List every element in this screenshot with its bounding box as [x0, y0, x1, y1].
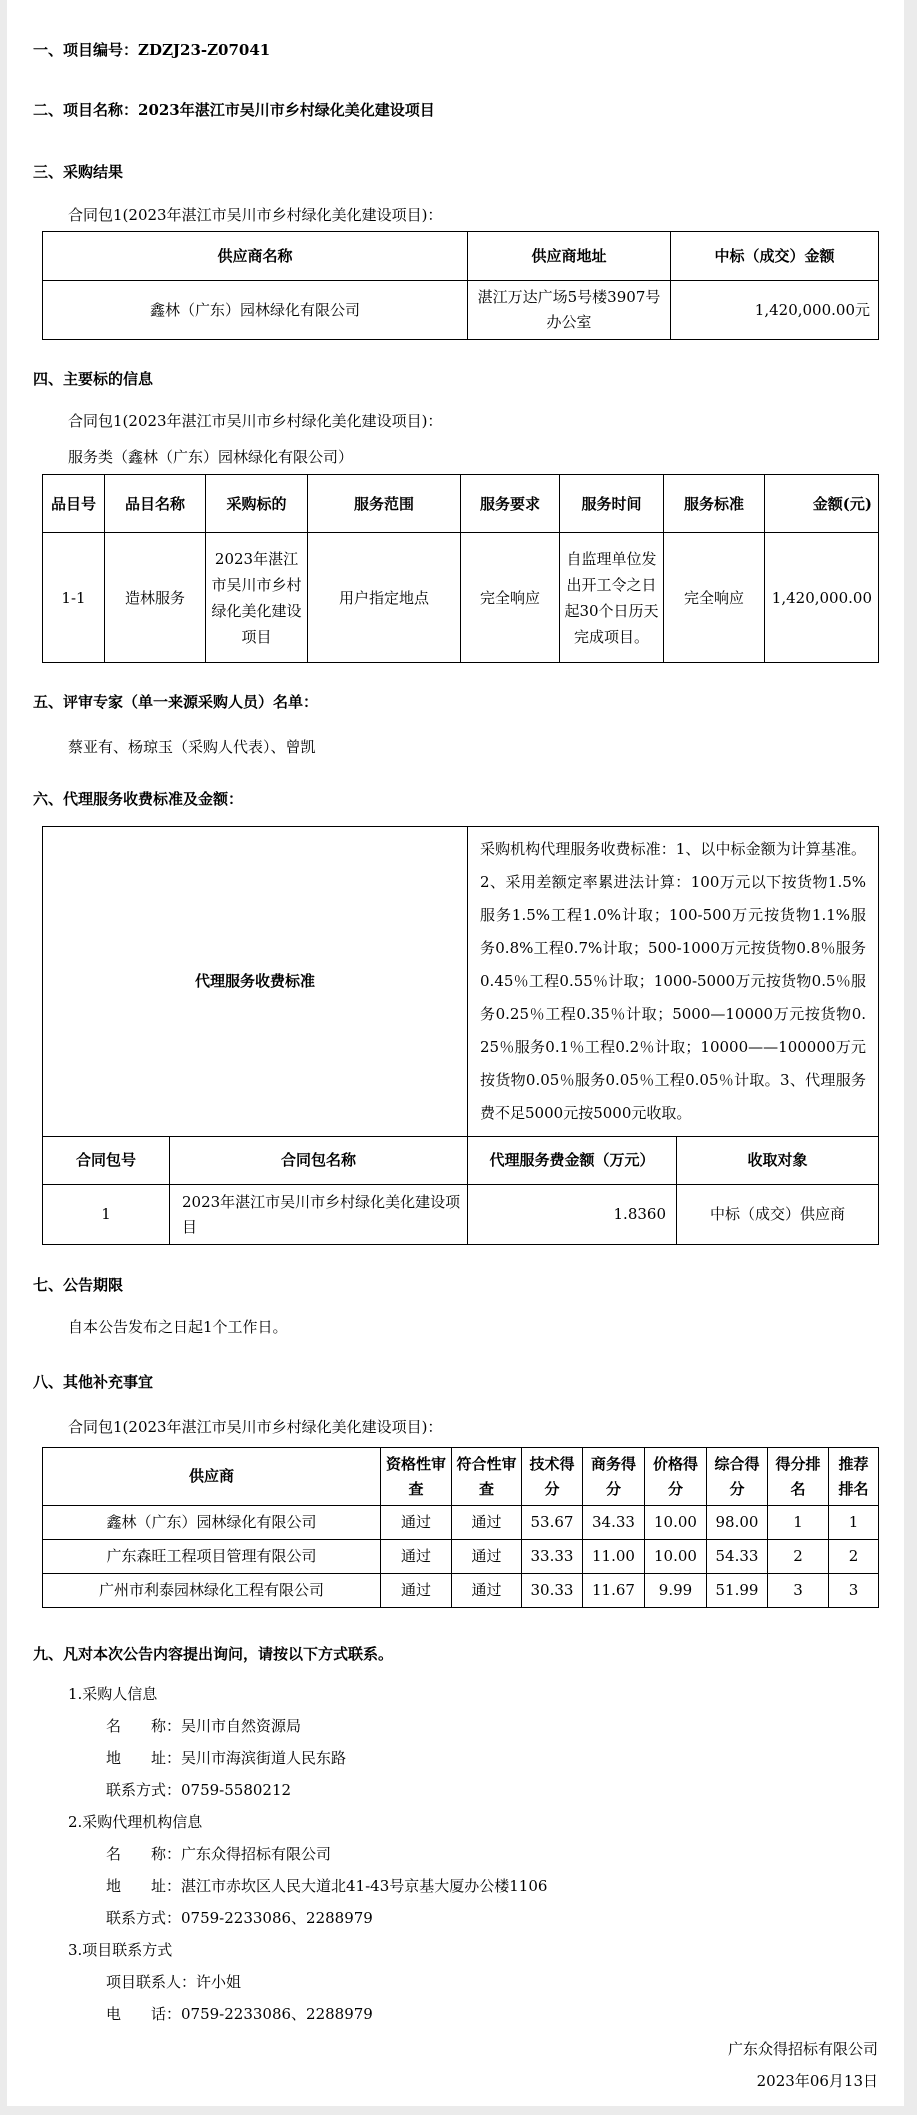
conformity-cell: 通过	[452, 1506, 522, 1540]
column-header-fee-amount: 代理服务费金额（万元）	[468, 1137, 677, 1185]
project-contact-phone: 电 话：0759-2233086、2288979	[106, 2005, 373, 2023]
agency-fee-table	[42, 826, 879, 1245]
section-heading-experts: 五、评审专家（单一来源采购人员）名单：	[33, 693, 319, 711]
column-header-qualification-review: 资格性审查	[381, 1448, 452, 1506]
qualification-cell: 通过	[381, 1540, 452, 1574]
price-score-cell: 10.00	[645, 1540, 707, 1574]
column-header-service-requirement: 服务要求	[461, 475, 560, 533]
table-row	[43, 1574, 879, 1608]
fee-amount-cell: 1.8360	[468, 1185, 677, 1245]
purchaser-address: 地 址：吴川市海滨街道人民东路	[106, 1749, 347, 1767]
price-score-cell: 10.00	[645, 1506, 707, 1540]
qualification-cell: 通过	[381, 1506, 452, 1540]
purchaser-info-title: 1.采购人信息	[68, 1685, 158, 1703]
total-score-cell: 51.99	[707, 1574, 768, 1608]
table-header-row	[43, 475, 879, 533]
business-score-cell: 34.33	[583, 1506, 645, 1540]
column-header-recommend-rank: 推荐排名	[829, 1448, 879, 1506]
column-header-service-scope: 服务范围	[308, 475, 461, 533]
column-header-procurement-subject: 采购标的	[206, 475, 308, 533]
column-header-fee-payer: 收取对象	[677, 1137, 879, 1185]
recommend-rank-cell: 3	[829, 1574, 879, 1608]
supplier-name-cell: 鑫林（广东）园林绿化有限公司	[43, 281, 468, 340]
section-heading-subject-info: 四、主要标的信息	[33, 370, 154, 388]
fee-standard-label-cell: 代理服务收费标准	[43, 827, 468, 1137]
section-heading-agency-fee: 六、代理服务收费标准及金额：	[33, 790, 244, 808]
fee-standard-row	[43, 827, 879, 1137]
service-category-intro: 服务类（鑫林（广东）园林绿化有限公司）	[68, 448, 354, 466]
service-scope-cell: 用户指定地点	[308, 533, 461, 663]
contract-package-intro: 合同包1(2023年湛江市吴川市乡村绿化美化建设项目)：	[68, 1418, 443, 1436]
award-amount-cell: 1,420,000.00元	[671, 281, 879, 340]
recommend-rank-cell: 2	[829, 1540, 879, 1574]
score-rank-cell: 2	[768, 1540, 829, 1574]
technical-score-cell: 33.33	[522, 1540, 583, 1574]
item-name-cell: 造林服务	[105, 533, 206, 663]
business-score-cell: 11.00	[583, 1540, 645, 1574]
service-requirement-cell: 完全响应	[461, 533, 560, 663]
contract-package-intro: 合同包1(2023年湛江市吴川市乡村绿化美化建设项目)：	[68, 412, 443, 430]
amount-cell: 1,420,000.00	[765, 533, 879, 663]
section-heading-contact: 九、凡对本次公告内容提出询问，请按以下方式联系。	[33, 1645, 394, 1663]
agency-address: 地 址：湛江市赤坎区人民大道北41-43号京基大厦办公楼1106	[106, 1877, 548, 1895]
technical-score-cell: 30.33	[522, 1574, 583, 1608]
conformity-cell: 通过	[452, 1574, 522, 1608]
column-header-total-score: 综合得分	[707, 1448, 768, 1506]
table-header-row	[43, 232, 879, 281]
column-header-supplier-name: 供应商名称	[43, 232, 468, 281]
total-score-cell: 54.33	[707, 1540, 768, 1574]
technical-score-cell: 53.67	[522, 1506, 583, 1540]
fee-payer-cell: 中标（成交）供应商	[677, 1185, 879, 1245]
supplier-score-table	[42, 1447, 879, 1608]
signature-date: 2023年06月13日	[756, 2072, 878, 2090]
supplier-cell: 广州市利泰园林绿化工程有限公司	[43, 1574, 381, 1608]
score-rank-cell: 3	[768, 1574, 829, 1608]
fee-standard-text-cell: 采购机构代理服务收费标准：1、以中标金额为计算基准。2、采用差额定率累进法计算：100万元以下按货物1.5%服务1.5%工程1.0%计取；100-500万元按货物1.1%服务0.8%工程0.7%计取；500-1000万元按货物0.8％服务0.45％工程0.55％计取；1000-5000万元按货物0.5％服务0.25％工程0.35％计取；5000—10000万元按货物0.25％服务0.1％工程0.2％计取；10000——100000万元按货物0.05％服务0.05％工程0.05％计取。3、代理服务费不足5000元按5000元收取。	[468, 827, 879, 1137]
column-header-package-name: 合同包名称	[170, 1137, 468, 1185]
conformity-cell: 通过	[452, 1540, 522, 1574]
section-heading-project-name: 二、项目名称：2023年湛江市吴川市乡村绿化美化建设项目	[33, 101, 435, 119]
column-header-supplier: 供应商	[43, 1448, 381, 1506]
table-row	[43, 1540, 879, 1574]
procurement-subject-cell: 2023年湛江市吴川市乡村绿化美化建设项目	[206, 533, 308, 663]
announcement-content	[7, 0, 904, 2115]
announcement-period-text: 自本公告发布之日起1个工作日。	[68, 1318, 288, 1336]
column-header-item-no: 品目号	[43, 475, 105, 533]
service-time-cell: 自监理单位发出开工令之日起30个日历天完成项目。	[560, 533, 664, 663]
contract-package-intro: 合同包1(2023年湛江市吴川市乡村绿化美化建设项目)：	[68, 206, 443, 224]
table-header-row	[43, 1448, 879, 1506]
business-score-cell: 11.67	[583, 1574, 645, 1608]
section-heading-procurement-result: 三、采购结果	[33, 163, 124, 181]
expert-names: 蔡亚有、杨琼玉（采购人代表）、曾凯	[68, 738, 316, 756]
column-header-price-score: 价格得分	[645, 1448, 707, 1506]
table-header-row	[43, 1137, 879, 1185]
column-header-award-amount: 中标（成交）金额	[671, 232, 879, 281]
supplier-cell: 广东森旺工程项目管理有限公司	[43, 1540, 381, 1574]
package-name-cell: 2023年湛江市吴川市乡村绿化美化建设项目	[170, 1185, 468, 1245]
table-row	[43, 1506, 879, 1540]
table-row	[43, 1185, 879, 1245]
agency-info-title: 2.采购代理机构信息	[68, 1813, 203, 1831]
price-score-cell: 9.99	[645, 1574, 707, 1608]
table-row	[43, 533, 879, 663]
column-header-service-standard: 服务标准	[664, 475, 765, 533]
announcement-page	[7, 0, 904, 2106]
column-header-item-name: 品目名称	[105, 475, 206, 533]
recommend-rank-cell: 1	[829, 1506, 879, 1540]
column-header-conformity-review: 符合性审查	[452, 1448, 522, 1506]
section-heading-announcement-period: 七、公告期限	[33, 1276, 124, 1294]
column-header-amount: 金额(元)	[765, 475, 879, 533]
item-no-cell: 1-1	[43, 533, 105, 663]
qualification-cell: 通过	[381, 1574, 452, 1608]
supplier-cell: 鑫林（广东）园林绿化有限公司	[43, 1506, 381, 1540]
section-heading-project-number: 一、项目编号：ZDZJ23-Z07041	[33, 41, 271, 59]
score-rank-cell: 1	[768, 1506, 829, 1540]
project-contact-title: 3.项目联系方式	[68, 1941, 173, 1959]
column-header-score-rank: 得分排名	[768, 1448, 829, 1506]
table-row	[43, 281, 879, 340]
purchaser-name: 名 称：吴川市自然资源局	[106, 1717, 302, 1735]
project-contact-person: 项目联系人：许小姐	[106, 1973, 242, 1991]
total-score-cell: 98.00	[707, 1506, 768, 1540]
agency-name: 名 称：广东众得招标有限公司	[106, 1845, 332, 1863]
column-header-service-time: 服务时间	[560, 475, 664, 533]
subject-info-table	[42, 474, 879, 663]
column-header-technical-score: 技术得分	[522, 1448, 583, 1506]
signature-company: 广东众得招标有限公司	[727, 2040, 878, 2058]
service-standard-cell: 完全响应	[664, 533, 765, 663]
purchaser-contact: 联系方式：0759-5580212	[106, 1781, 292, 1799]
package-no-cell: 1	[43, 1185, 170, 1245]
agency-contact: 联系方式：0759-2233086、2288979	[106, 1909, 373, 1927]
supplier-address-cell: 湛江万达广场5号楼3907号办公室	[468, 281, 671, 340]
column-header-business-score: 商务得分	[583, 1448, 645, 1506]
column-header-package-no: 合同包号	[43, 1137, 170, 1185]
procurement-result-table	[42, 231, 879, 340]
section-heading-supplementary: 八、其他补充事宜	[33, 1373, 154, 1391]
column-header-supplier-address: 供应商地址	[468, 232, 671, 281]
